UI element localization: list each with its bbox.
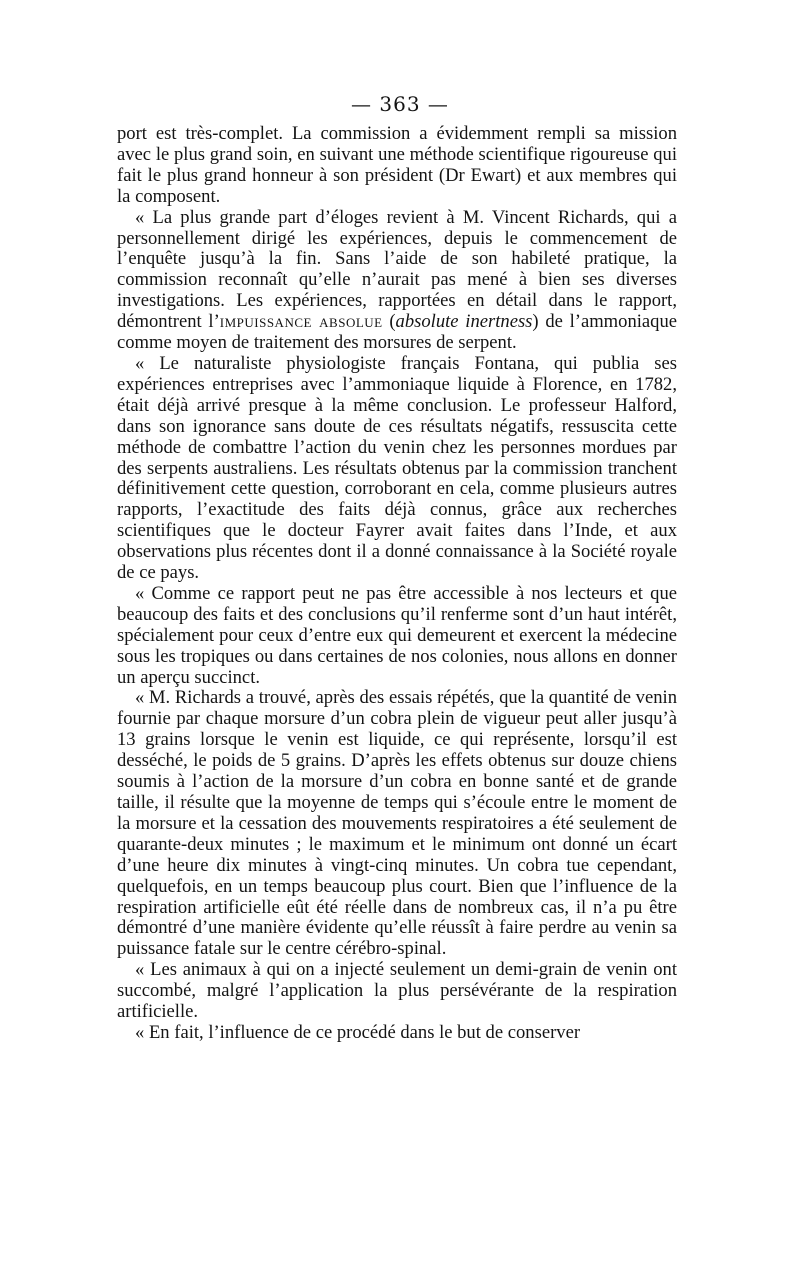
paragraph: « En fait, l’influence de ce procédé dans le but de conserver xyxy=(135,1021,581,1043)
paragraph: « Les animaux à qui on a injecté seulement un demi-grain de venin ont succombé, malgré l’application la plus persévérante de la respiration artificielle. xyxy=(117,959,677,1023)
paragraph: « Le naturaliste physiologiste français Fontana, qui publia ses expériences entreprises avec l’ammoniaque liquide à Florence, en 1782, était déjà arrivé presque à la même conclusion. Le professeur Halford, dans son ignorance sans doute de ces résultats négatifs, ressuscita cette méthode de combattre l’action du venin chez les personnes mordues par des serpents australiens. Les résultats obtenus par la commission tranchent définitivement cette question, corroborant en cela, comme plusieurs autres rapports, l’exactitude des faits déjà connus, grâce aux recherches scientifiques que le docteur Fayrer avait faites dans l’Inde, et aux observations plus récentes dont il a donné connaissance à la Société royale de ce pays. xyxy=(117,352,677,584)
paragraph: « M. Richards a trouvé, après des essais répétés, que la quantité de venin fournie par chaque morsure d’un cobra plein de vigueur peut aller jusqu’à 13 grains lorsque le venin est liquide, ce qui représente, lorsqu’il est desséché, le poids de 5 grains. D’après les effets obtenus sur douze chiens soumis à l’action de la morsure d’un cobra en bonne santé et de grande taille, il résulte que la moyenne de temps qui s’écoule entre le moment de la morsure et la cessation des mouvements respiratoires a été seulement de quarante-deux minutes ; le maximum et le minimum ont donné un écart d’une heure dix minutes à vingt-cinq minutes. Un cobra tue cependant, quelquefois, en un temps beaucoup plus court. Bien que l’influence de la respiration artificielle eût été réelle dans de nombreux cas, il n’a pu être démontré d’une manière évidente qu’elle réussît à faire perdre au venin sa puissance fatale sur le centre cérébro-spinal. xyxy=(117,687,677,960)
paragraph: port est très-complet. La commission a évidemment rempli sa mission avec le plus grand soin, en suivant une méthode scientifique rigoureuse qui fait le plus grand honneur à son président (Dr Ewart) et aux membres qui la composent. xyxy=(117,123,677,207)
paragraph: « Comme ce rapport peut ne pas être accessible à nos lecteurs et que beaucoup des faits et des conclusions qu’il renferme sont d’un haut intérêt, spécialement pour ceux d’entre eux qui demeurent et exercent la médecine sous les tropiques ou dans certaines de nos colonies, nous allons en donner un aperçu succinct. xyxy=(117,582,677,688)
paragraph xyxy=(117,208,677,354)
paragraph-text: ( xyxy=(382,311,396,333)
paragraph-text: ) de l’ammoniaque comme moyen de traitement des morsures de serpent. xyxy=(117,311,678,354)
body-text xyxy=(117,124,677,1044)
emphasis-italic: absolute inertness xyxy=(395,311,533,333)
paragraph-text: « La plus grande part d’éloges revient à M. Vincent Richards, qui a personnellement dirigé les expériences, depuis le commencement de l’enquête jusqu’à la fin. Sans l’aide de son habileté pratique, la commission reconnaît qu’elle n’aurait pas mené à bien ses diverses investigations. Les expériences, rapportées en détail dans le rapport, démontrent l’ xyxy=(117,206,677,333)
emphasis-smallcaps: impuissance absolue xyxy=(219,311,383,333)
page-number: — 363 — xyxy=(351,92,449,116)
